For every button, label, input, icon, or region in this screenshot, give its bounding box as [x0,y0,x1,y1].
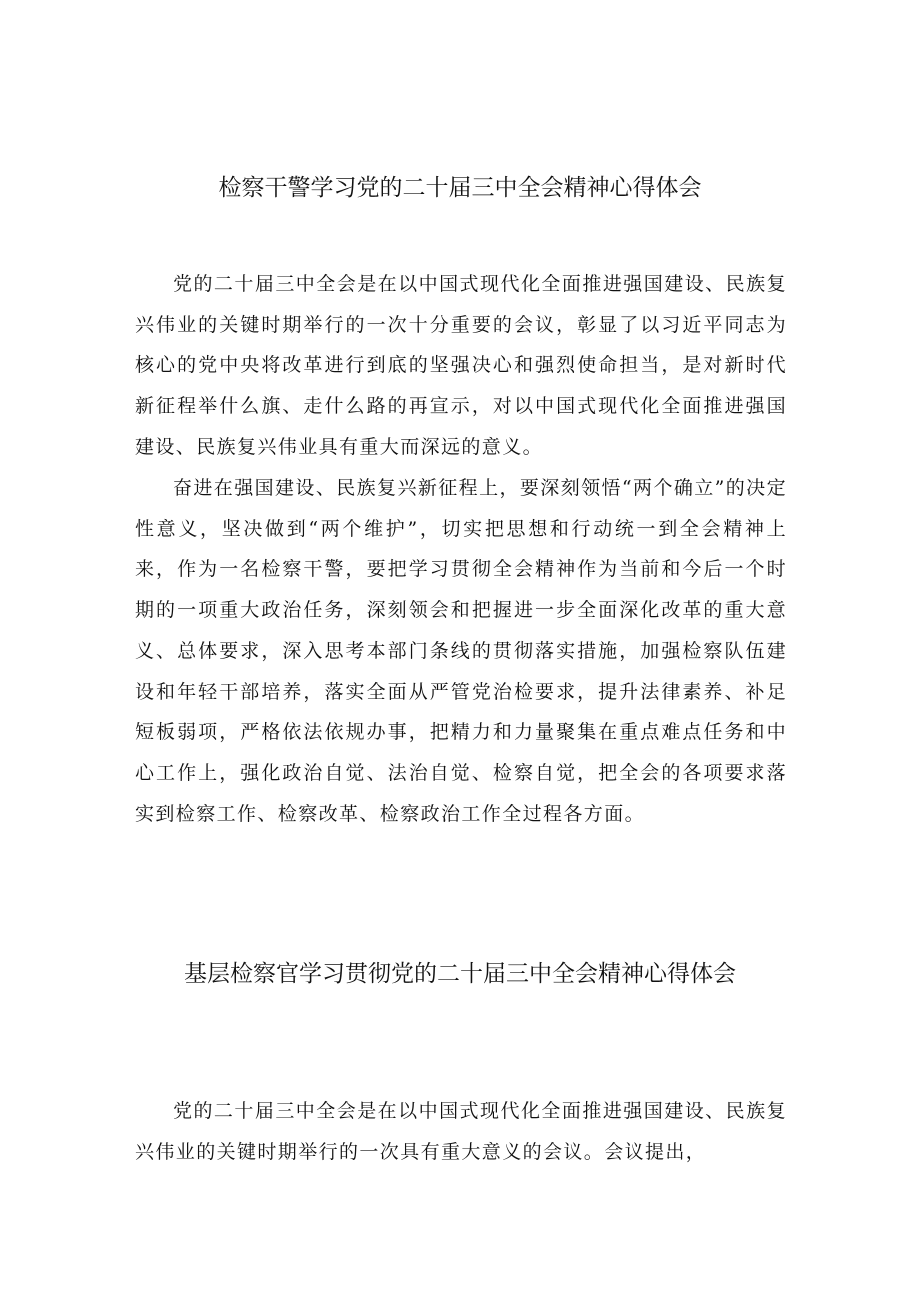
section-1-paragraph-2: 奋进在强国建设、民族复兴新征程上，要深刻领悟“两个确立”的决定性意义，坚决做到“两个维护”，切实把思想和行动统一到全会精神上来，作为一名检察干警，要把学习贯彻全会精神作为当前和今后一个时期的一项重大政治任务，深刻领会和把握进一步全面深化改革的重大意义、总体要求，深入思考本部门条线的贯彻落实措施，加强检察队伍建设和年轻干部培养，落实全面从严管党治检要求，提升法律素养、补足短板弱项，严格依法依规办事，把精力和力量聚集在重点难点任务和中心工作上，强化政治自觉、法治自觉、检察自觉，把全会的各项要求落实到检察工作、检察改革、检察政治工作全过程各方面。 [135,477,787,825]
section-2-title: 基层检察官学习贯彻党的二十届三中全会精神心得体会 [184,961,736,987]
section-1-paragraph-1: 党的二十届三中全会是在以中国式现代化全面推进强国建设、民族复兴伟业的关键时期举行的一次十分重要的会议，彰显了以习近平同志为核心的党中央将改革进行到底的坚强决心和强烈使命担当，是对新时代新征程举什么旗、走什么路的再宣示，对以中国式现代化全面推进强国建设、民族复兴伟业具有重大而深远的意义。 [135,273,787,458]
section-2-paragraph-1: 党的二十届三中全会是在以中国式现代化全面推进强国建设、民族复兴伟业的关键时期举行的一次具有重大意义的会议。会议提出， [135,1100,787,1163]
section-1-title: 检察干警学习党的二十届三中全会精神心得体会 [218,175,702,201]
